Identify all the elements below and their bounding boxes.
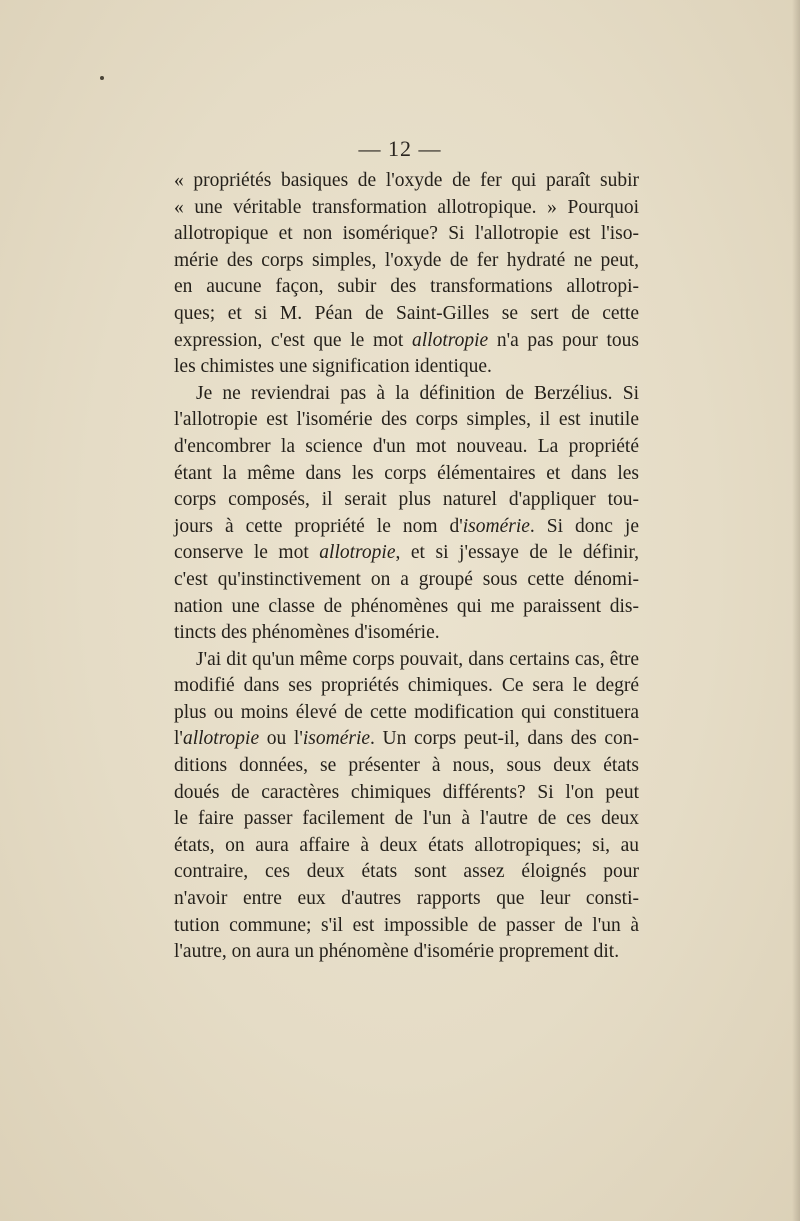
italic-term: allotropie — [182, 728, 260, 750]
text-line — [174, 381, 639, 408]
text-line — [174, 221, 639, 248]
paragraph — [174, 168, 639, 381]
text-segment: tution commune; s'il est impossible de passer de l'un à — [174, 914, 639, 936]
text-segment: . Si donc je — [529, 515, 639, 537]
text-segment: expression, c'est que le mot — [174, 329, 412, 351]
text-line — [174, 567, 639, 594]
text-segment: le faire passer facilement de l'un à l'autre de ces deux — [174, 808, 639, 830]
text-line — [174, 673, 639, 700]
text-line — [174, 354, 639, 381]
text-segment: c'est qu'instinctivement on a groupé sous cette dénomi- — [174, 568, 639, 590]
text-line — [174, 647, 639, 674]
text-segment: ques; et si M. Péan de Saint-Gilles se sert de cette — [174, 302, 639, 324]
text-segment: mérie des corps simples, l'oxyde de fer hydraté ne peut, — [174, 249, 639, 271]
text-segment: ou l' — [259, 728, 303, 750]
text-line — [174, 461, 639, 488]
text-line — [174, 594, 639, 621]
text-line — [174, 833, 639, 860]
text-line — [174, 806, 639, 833]
text-segment: plus ou moins élevé de cette modification qui constituera — [174, 701, 639, 723]
text-line — [174, 434, 639, 461]
text-line — [174, 514, 639, 541]
text-line — [174, 620, 639, 647]
text-line — [174, 939, 639, 966]
page-number: — 12 — — [358, 136, 442, 161]
text-segment: contraire, ces deux états sont assez éloignés pour — [174, 861, 639, 883]
page-edge-shadow — [792, 0, 800, 1221]
text-line — [174, 913, 639, 940]
text-segment: n'a pas pour tous — [488, 329, 639, 351]
text-line — [174, 700, 639, 727]
text-line — [174, 168, 639, 195]
text-line — [174, 274, 639, 301]
text-segment: « une véritable transformation allotropique. » Pourquoi — [174, 196, 639, 218]
text-segment: nation une classe de phénomènes qui me paraissent dis- — [174, 595, 639, 617]
text-line — [174, 328, 639, 355]
paragraph — [174, 647, 639, 966]
text-segment: tincts des phénomènes d'isomérie. — [174, 622, 440, 644]
text-line — [174, 886, 639, 913]
text-segment: allotropique et non isomérique? Si l'allotropie est l'iso- — [174, 223, 639, 245]
italic-term: allotropie — [319, 542, 396, 564]
text-segment: ditions données, se présenter à nous, sous deux états — [174, 755, 639, 777]
text-line — [174, 487, 639, 514]
text-segment: . Un corps peut-il, dans des con- — [370, 728, 640, 750]
text-segment: états, on aura affaire à deux états allotropiques; si, au — [174, 834, 639, 856]
text-line — [174, 248, 639, 275]
text-segment: d'encombrer la science d'un mot nouveau. La propriété — [174, 435, 639, 457]
text-line — [174, 726, 639, 753]
paragraph — [174, 381, 639, 647]
italic-term: allotropie — [411, 329, 489, 351]
text-segment: les chimistes une signification identique. — [174, 356, 492, 378]
text-line — [174, 540, 639, 567]
body-text — [174, 168, 639, 966]
text-segment: modifié dans ses propriétés chimiques. Ce sera le degré — [174, 675, 639, 697]
text-segment: doués de caractères chimiques différents? Si l'on peut — [174, 781, 639, 803]
text-segment: corps composés, il serait plus naturel d'appliquer tou- — [174, 489, 639, 511]
text-segment: n'avoir entre eux d'autres rapports que leur consti- — [174, 888, 639, 910]
text-line — [174, 301, 639, 328]
text-segment: l'allotropie est l'isomérie des corps simples, il est inutile — [174, 409, 639, 431]
text-segment: conserve le mot — [174, 542, 320, 564]
ink-speck — [100, 76, 104, 80]
text-segment: l'autre, on aura un phénomène d'isomérie proprement dit. — [174, 941, 620, 963]
text-segment: l' — [174, 728, 183, 750]
text-segment: jours à cette propriété le nom d' — [174, 515, 463, 537]
text-line — [174, 195, 639, 222]
text-line — [174, 859, 639, 886]
italic-term: isomérie — [302, 728, 371, 750]
text-segment: étant la même dans les corps élémentaires et dans les — [174, 462, 639, 484]
text-line — [174, 753, 639, 780]
text-segment: Je ne reviendrai pas à la définition de Berzélius. Si — [196, 382, 639, 404]
text-segment: en aucune façon, subir des transformations allotropi- — [174, 276, 639, 298]
text-segment: « propriétés basiques de l'oxyde de fer qui paraît subir — [174, 170, 639, 191]
text-line — [174, 780, 639, 807]
text-segment: , et si j'essaye de le définir, — [395, 542, 639, 564]
text-line — [174, 407, 639, 434]
text-segment: J'ai dit qu'un même corps pouvait, dans certains cas, être — [196, 648, 639, 670]
italic-term: isomérie — [462, 515, 530, 537]
